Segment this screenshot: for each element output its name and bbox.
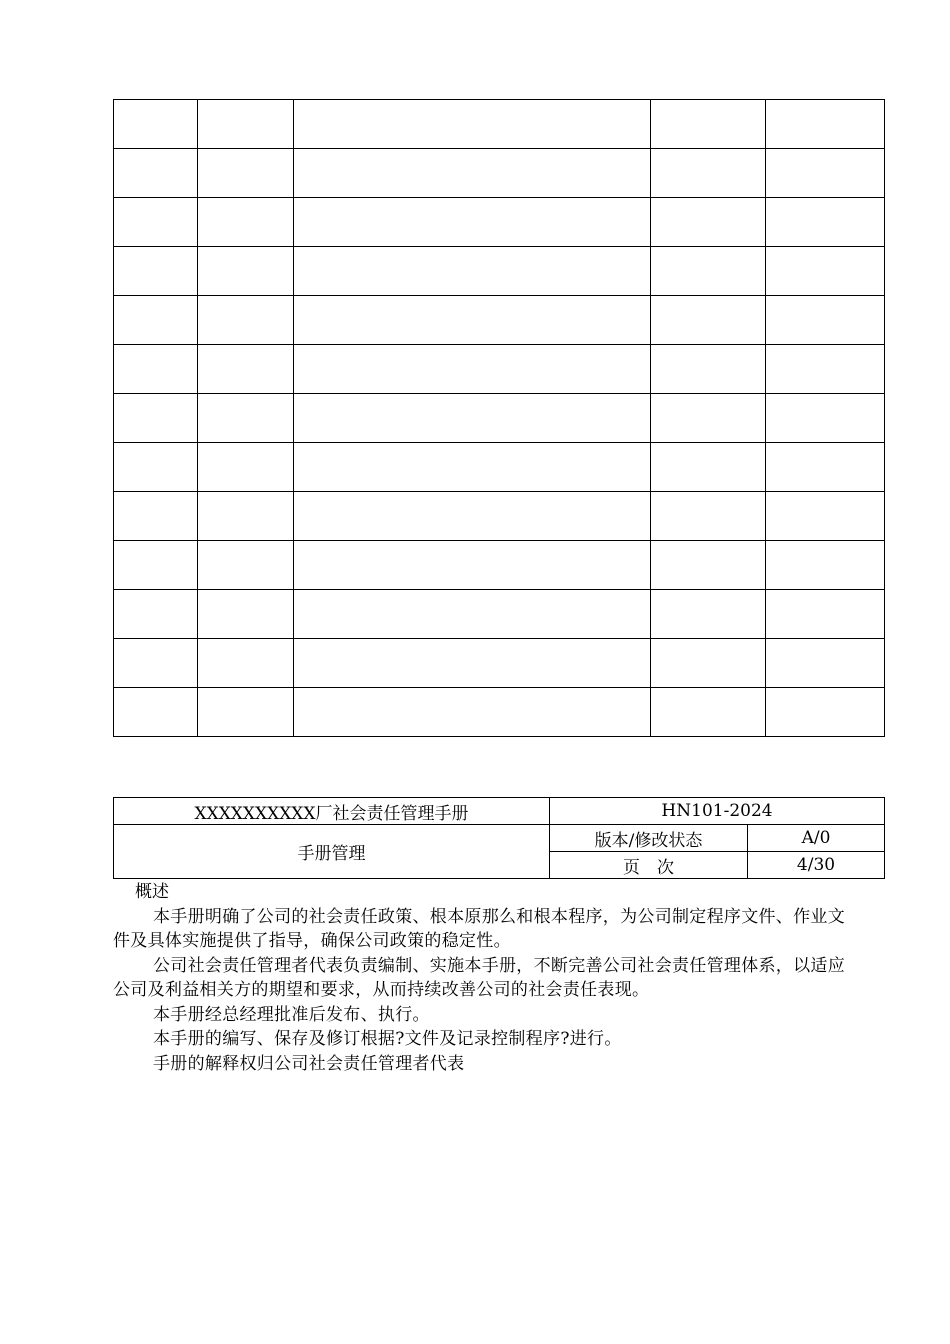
table-cell — [766, 590, 885, 639]
table-cell — [651, 443, 766, 492]
table-cell — [198, 296, 294, 345]
table-cell — [114, 394, 198, 443]
table-row — [114, 492, 885, 541]
paragraph: 本手册经总经理批准后发布、执行。 — [153, 1004, 430, 1025]
table-row — [114, 198, 885, 247]
table-cell — [114, 345, 198, 394]
table-row — [114, 639, 885, 688]
table-cell — [651, 492, 766, 541]
table-cell — [114, 590, 198, 639]
table-cell — [294, 639, 651, 688]
table-cell — [114, 296, 198, 345]
table-row — [114, 296, 885, 345]
manual-body — [113, 880, 858, 1076]
table-cell — [766, 443, 885, 492]
table-cell — [198, 345, 294, 394]
table-cell — [766, 639, 885, 688]
table-cell — [114, 688, 198, 737]
manual-title: XXXXXXXXXX厂社会责任管理手册 — [114, 798, 550, 825]
table-cell — [766, 100, 885, 149]
paragraph: 手册的解释权归公司社会责任管理者代表 — [153, 1053, 465, 1074]
document-header-table — [113, 797, 885, 879]
table-cell — [198, 100, 294, 149]
section-title: 手册管理 — [114, 825, 550, 879]
version-value: A/0 — [748, 825, 885, 852]
table-cell — [198, 247, 294, 296]
table-cell — [198, 590, 294, 639]
table-row — [114, 247, 885, 296]
table-cell — [114, 247, 198, 296]
paragraph: 本手册的编写、保存及修订根据?文件及记录控制程序?进行。 — [153, 1029, 622, 1049]
table-cell — [114, 639, 198, 688]
table-cell — [294, 443, 651, 492]
page-number: 4/30 — [748, 852, 885, 879]
table-row — [114, 149, 885, 198]
table-cell — [766, 296, 885, 345]
table-cell — [766, 247, 885, 296]
table-cell — [651, 345, 766, 394]
blank-record-table — [113, 99, 885, 737]
table-cell — [198, 149, 294, 198]
table-cell — [651, 394, 766, 443]
version-label: 版本/修改状态 — [550, 825, 748, 852]
table-cell — [114, 100, 198, 149]
table-row — [114, 443, 885, 492]
table-cell — [114, 149, 198, 198]
page-label: 页 次 — [550, 852, 748, 879]
table-cell — [651, 296, 766, 345]
table-cell — [766, 345, 885, 394]
table-cell — [294, 394, 651, 443]
table-cell — [766, 198, 885, 247]
table-row — [114, 688, 885, 737]
table-cell — [766, 149, 885, 198]
table-cell — [766, 492, 885, 541]
section-heading: 概述 — [135, 882, 169, 902]
table-cell — [198, 443, 294, 492]
table-cell — [114, 443, 198, 492]
table-cell — [294, 541, 651, 590]
table-row — [114, 541, 885, 590]
table-cell — [198, 492, 294, 541]
paragraph: 公司社会责任管理者代表负责编制、实施本手册，不断完善公司社会责任管理体系，以适应公司及利益相关方的期望和要求，从而持续改善公司的社会责任表现。 — [113, 955, 845, 1000]
table-cell — [114, 492, 198, 541]
table-cell — [294, 247, 651, 296]
table-cell — [651, 149, 766, 198]
document-number: HN101-2024 — [550, 798, 885, 825]
table-cell — [294, 149, 651, 198]
table-cell — [198, 198, 294, 247]
table-cell — [114, 198, 198, 247]
table-cell — [651, 639, 766, 688]
table-row — [114, 394, 885, 443]
table-cell — [294, 492, 651, 541]
table-cell — [198, 394, 294, 443]
table-cell — [294, 296, 651, 345]
table-cell — [294, 688, 651, 737]
table-cell — [294, 590, 651, 639]
table-cell — [651, 247, 766, 296]
table-row — [114, 100, 885, 149]
table-cell — [651, 100, 766, 149]
table-cell — [651, 198, 766, 247]
paragraph: 本手册明确了公司的社会责任政策、根本原那么和根本程序，为公司制定程序文件、作业文件及具体实施提供了指导，确保公司政策的稳定性。 — [113, 906, 845, 951]
table-cell — [198, 688, 294, 737]
table-cell — [766, 541, 885, 590]
table-cell — [294, 345, 651, 394]
table-cell — [294, 100, 651, 149]
table-row — [114, 590, 885, 639]
table-cell — [766, 688, 885, 737]
table-cell — [651, 590, 766, 639]
table-cell — [651, 688, 766, 737]
table-cell — [766, 394, 885, 443]
table-row — [114, 345, 885, 394]
table-cell — [651, 541, 766, 590]
table-cell — [198, 639, 294, 688]
table-cell — [114, 541, 198, 590]
table-cell — [198, 541, 294, 590]
table-cell — [294, 198, 651, 247]
